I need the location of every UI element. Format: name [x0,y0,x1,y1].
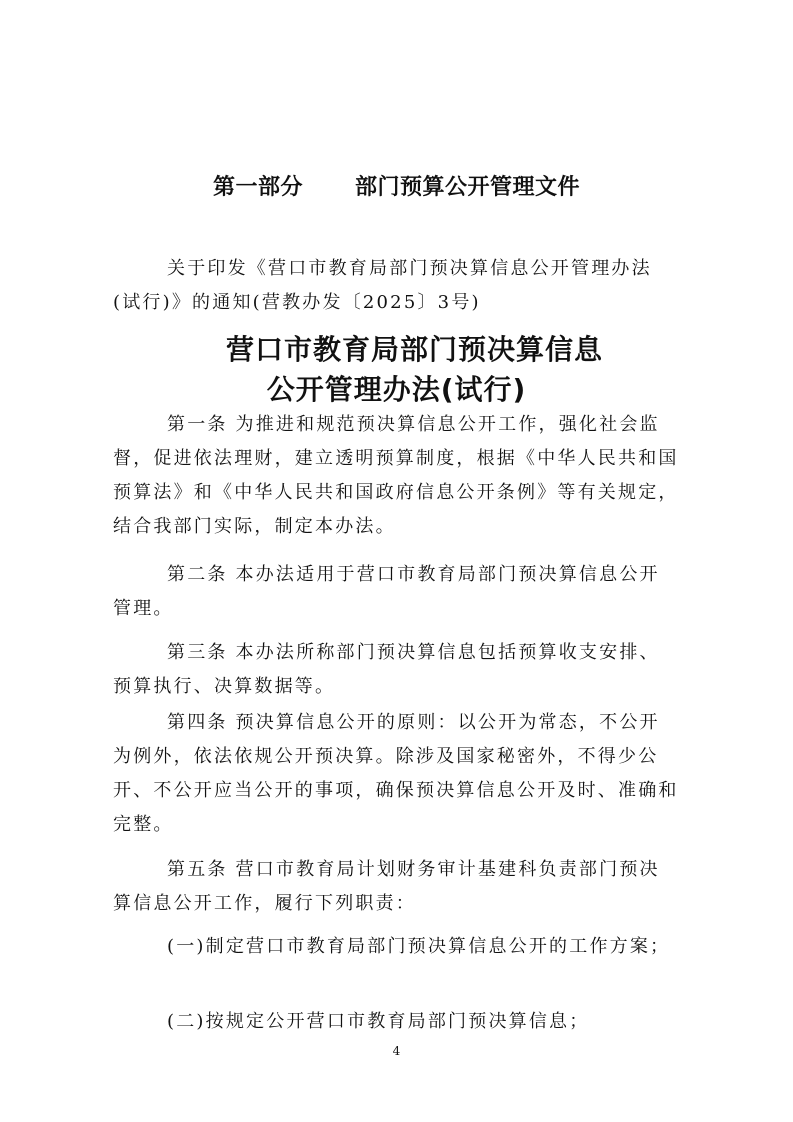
article-3 [113,636,679,704]
section-title-label: 部门预算公开管理文件 [355,175,581,200]
article-text: 第三条 本办法所称部门预决算信息包括预算收支安排、预算执行、决算数据等。 [113,642,660,697]
article-text: 第四条 预决算信息公开的原则：以公开为常态，不公开为例外，依法依规公开预决算。除涉及国家秘密外，不得少公开、不公开应当公开的事项，确保预决算信息公开及时、准确和完整。 [113,712,679,835]
duty-text: (一)制定营口市教育局部门预决算信息公开的工作方案； [167,936,671,957]
document-title-line-1: 营口市教育局部门预决算信息 [225,333,603,366]
document-title-line-2: 公开管理办法(试行) [266,373,527,406]
duty-text: (二)按规定公开营口市教育局部门预决算信息； [167,1011,590,1032]
notice-paragraph: 关于印发《营口市教育局部门预决算信息公开管理办法(试行)》的通知(营教办发〔2025〕3号) [113,258,652,313]
article-text: 第二条 本办法适用于营口市教育局部门预决算信息公开管理。 [113,564,660,619]
section-part-label: 第一部分 [212,175,303,200]
page-number: 4 [392,1044,401,1058]
article-5 [113,853,679,921]
section-heading [0,170,793,201]
duty-item-2 [113,1005,679,1039]
article-1 [113,408,679,544]
article-text: 第一条 为推进和规范预决算信息公开工作，强化社会监督，促进依法理财，建立透明预算制度，根据《中华人民共和国预算法》和《中华人民共和国政府信息公开条例》等有关规定，结合我部门实际，制定本办法。 [113,414,679,537]
article-text: 第五条 营口市教育局计划财务审计基建科负责部门预决算信息公开工作，履行下列职责： [113,859,660,914]
article-4 [113,706,679,842]
duty-item-1 [113,930,679,964]
article-2 [113,558,679,626]
